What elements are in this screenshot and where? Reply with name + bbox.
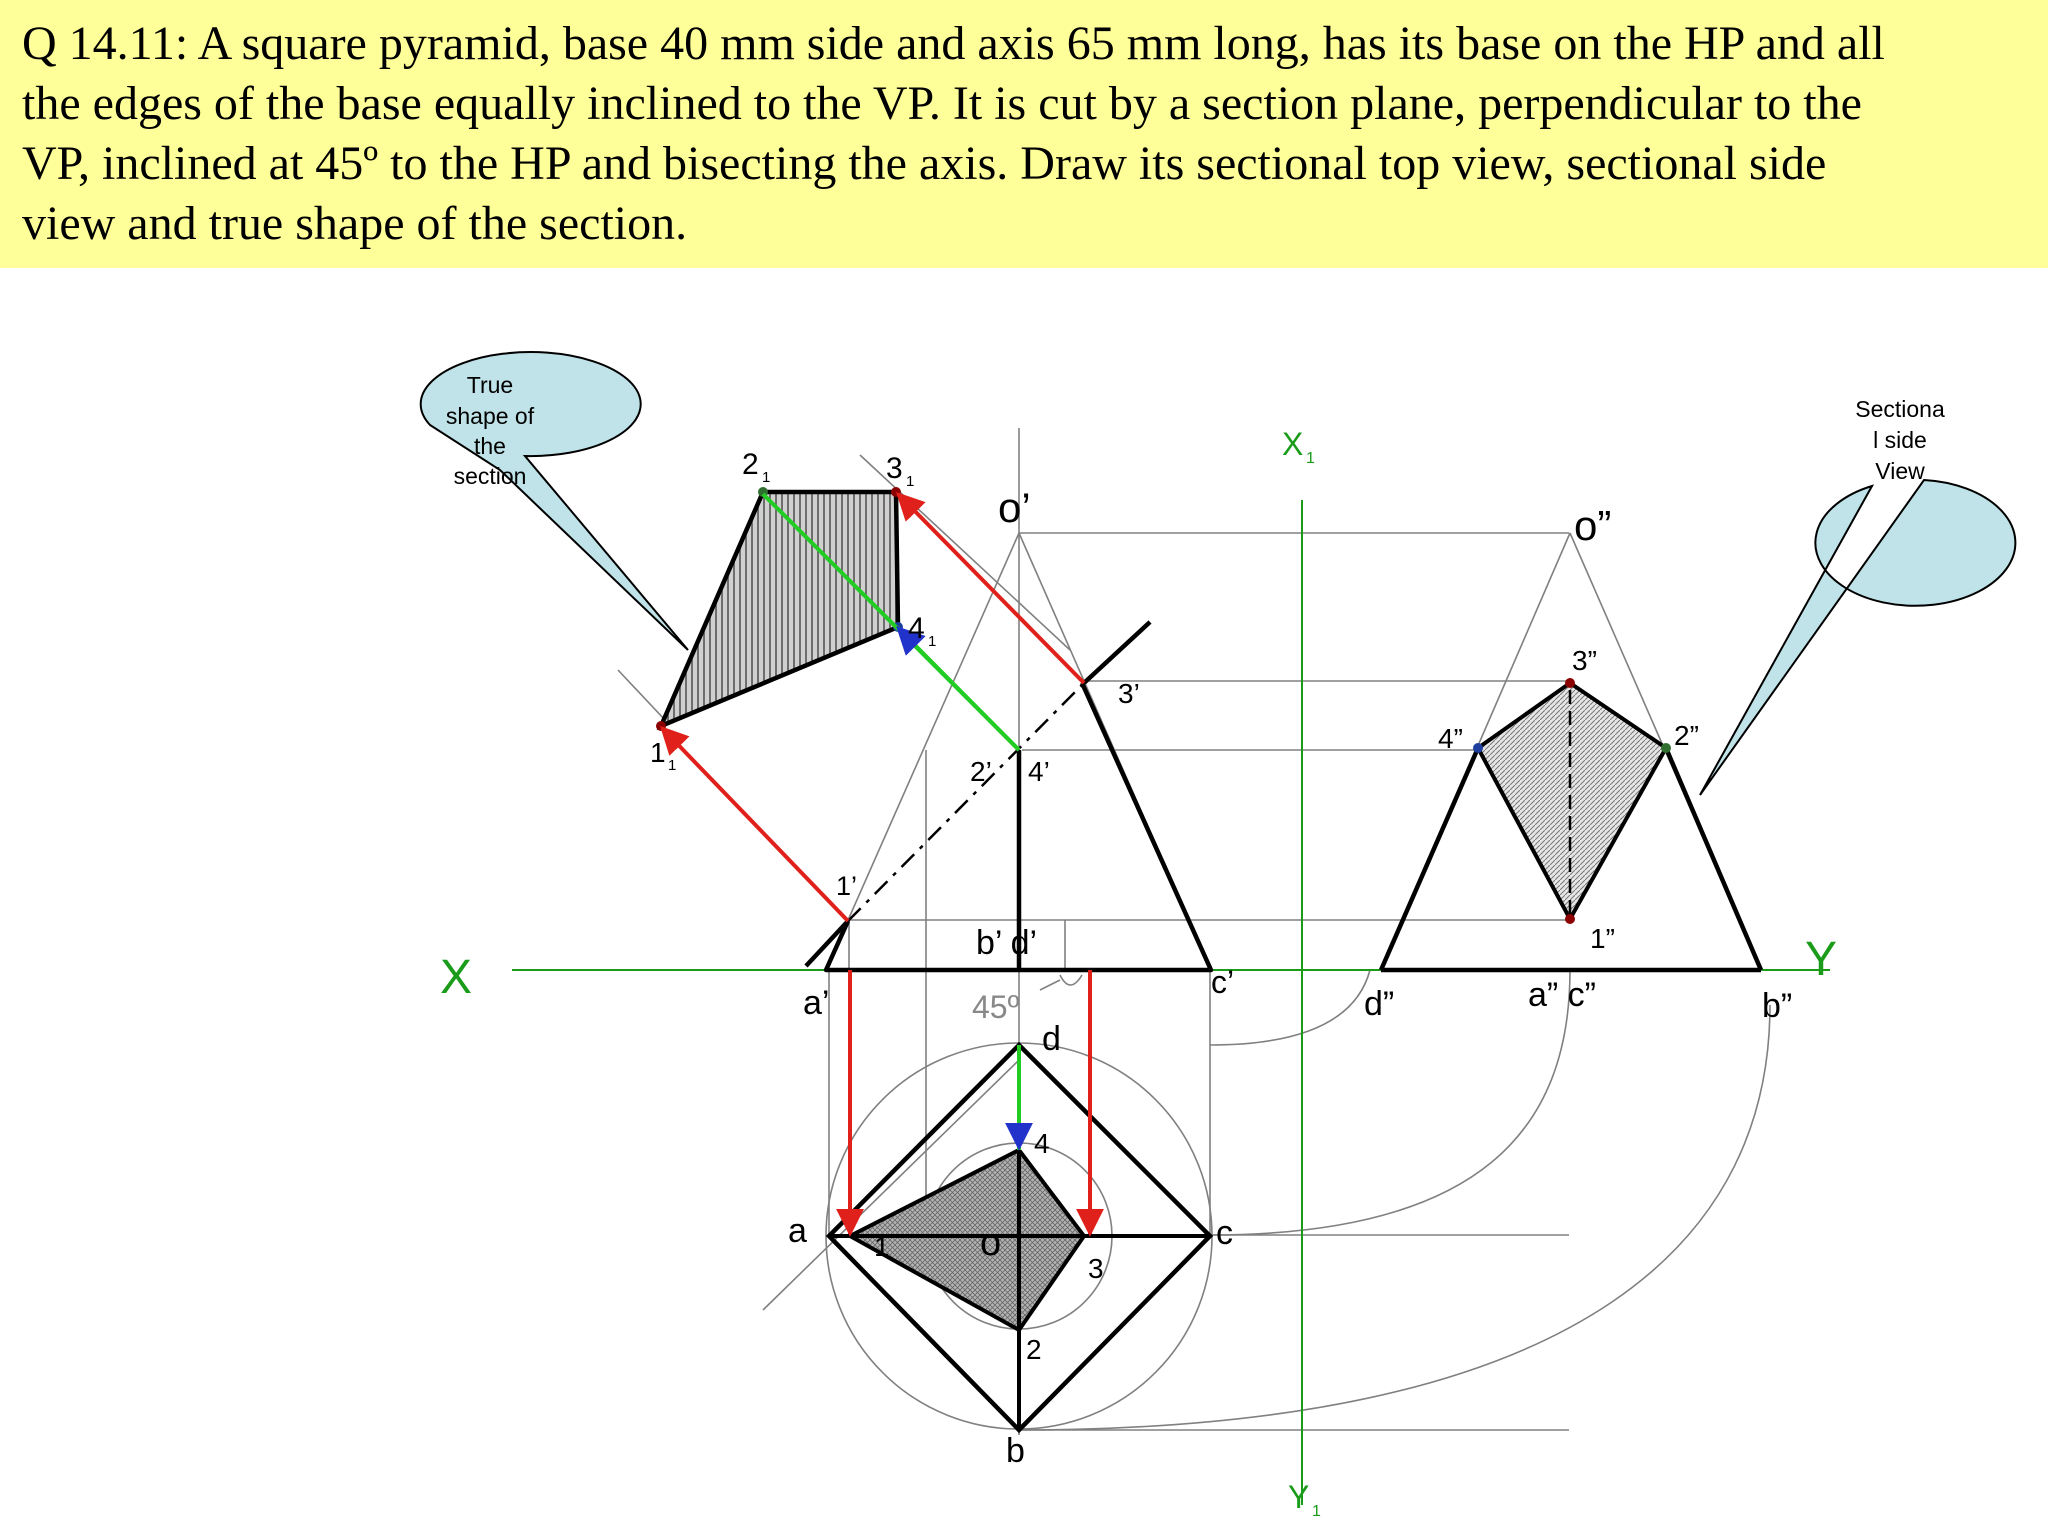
callout-true-shape-line-3: the <box>474 433 506 459</box>
label-1-side: 1” <box>1590 923 1615 954</box>
callout-true-shape-line-4: section <box>453 463 527 489</box>
label-a-front: a’ <box>803 984 830 1022</box>
label-2-side: 2” <box>1674 720 1699 751</box>
label-2-true: 2 <box>742 448 759 481</box>
label-o-top: o <box>980 1222 1002 1264</box>
section-plane <box>848 683 1084 921</box>
label-2-true-sub: 1 <box>762 469 771 486</box>
true-shape <box>656 487 903 731</box>
label-1-top: 1 <box>874 1231 890 1262</box>
label-3-true-sub: 1 <box>906 473 915 490</box>
label-angle: 45º <box>972 989 1020 1025</box>
label-y1-sub: 1 <box>1312 1503 1321 1520</box>
label-x: X <box>440 951 473 1004</box>
label-1-true: 1 <box>650 737 666 768</box>
front-view <box>806 622 1211 970</box>
label-a-top: a <box>788 1212 807 1250</box>
label-2-front: 2’ <box>970 756 992 787</box>
label-2-top: 2 <box>1026 1334 1042 1365</box>
label-4-side: 4” <box>1438 723 1463 754</box>
label-4-true: 4 <box>908 612 925 645</box>
label-x1-sub: 1 <box>1306 450 1315 467</box>
label-4-top: 4 <box>1034 1128 1050 1159</box>
label-c-front: c’ <box>1211 964 1235 1000</box>
callout-true-shape <box>421 352 688 650</box>
label-b-top: b <box>1006 1432 1025 1470</box>
callout-side-view-line-3: View <box>1875 458 1925 484</box>
label-3-top: 3 <box>1088 1253 1104 1284</box>
label-apex-front: o’ <box>998 484 1031 531</box>
label-1-front: 1’ <box>836 871 858 901</box>
label-4-true-sub: 1 <box>928 633 937 650</box>
label-y: Y <box>1805 933 1838 986</box>
callout-true-shape-line-1: True <box>466 372 514 398</box>
label-apex-side: o” <box>1574 502 1612 549</box>
callout-side-view-line-2: l side <box>1873 427 1927 453</box>
label-b-side: b” <box>1762 987 1793 1025</box>
projection-drawing <box>0 268 2048 1536</box>
callout-side-view-line-1: Sectiona <box>1855 396 1945 422</box>
side-view-section <box>1478 683 1666 919</box>
label-d-top: d <box>1042 1020 1061 1058</box>
reference-labels <box>440 426 1837 1520</box>
label-ac-side: a” c” <box>1528 976 1596 1014</box>
label-y1: Y <box>1288 1479 1310 1515</box>
callout-side-view <box>1700 396 2015 795</box>
label-3-true: 3 <box>886 452 903 485</box>
label-bd-front: b’ d’ <box>976 924 1038 962</box>
question-text: Q 14.11: A square pyramid, base 40 mm side and axis 65 mm long, has its base on the HP and all the edges of the base equally inclined to the VP. It is cut by a section plane, perpendicular to the VP, inclined at 45º to the HP and bisecting the axis. Draw its sectional top view, sectional side view and true shape of the section. <box>22 17 1885 250</box>
label-4-front: 4’ <box>1028 756 1050 787</box>
label-3-front: 3’ <box>1118 678 1140 709</box>
label-d-side: d” <box>1364 985 1395 1023</box>
true-shape-polygon <box>661 492 898 726</box>
question-banner <box>0 0 2048 268</box>
label-x1: X <box>1282 426 1304 462</box>
side-view <box>1381 678 1761 970</box>
label-3-side: 3” <box>1572 645 1597 676</box>
label-1-true-sub: 1 <box>668 757 677 774</box>
label-c-top: c <box>1216 1214 1233 1252</box>
callout-true-shape-line-2: shape of <box>445 403 535 429</box>
